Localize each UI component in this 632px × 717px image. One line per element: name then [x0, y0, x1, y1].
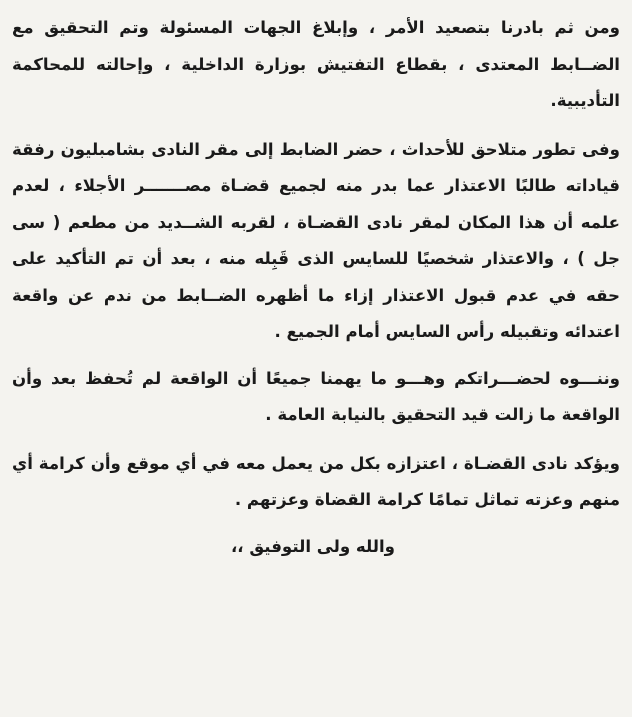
closing-line: والله ولى التوفيق ،، — [230, 536, 395, 556]
paragraph-dignity: ويؤكد نادى القضـاة ، اعتزازه بكل من يعمل معه في أي موقع وأن كرامة أي منهم وعزته تماثل تمامًا كرامة القضاة وعزتهم . — [12, 453, 620, 509]
paragraph-investigation: وننـــوه لحضـــراتكم وهـــو ما يهمنا جميعًا أن الواقعة لم تُحفظ بعد وأن الواقعة ما زالت قيد التحقيق بالنيابة العامة . — [12, 368, 620, 424]
paragraph-apology: وفى تطور متلاحق للأحداث ، حضر الضابط إلى مقر النادى بشامبليون رفقة قياداته طالبًا الاعتذار عما بدر منه لجميع قضـاة مصـــــــر الأجلاء ، لعدم علمه أن هذا المكان لمقر نادى القضـاة ، لقربه الشــديد من مطعم ( سى جل ) ، والاعتذار شخصيًا للسايس الذى قَبِله منه ، بعد أن تم التأكيد على حقه في عدم قبول الاعتذار إزاء ما أظهره الضــابط من ندم عن واقعة اعتدائه وتقبيله رأس السايس أمام الجميع . — [12, 139, 620, 341]
paragraph-escalation: ومن ثم بادرنا بتصعيد الأمر ، وإبلاغ الجهات المسئولة وتم التحقيق مع الضــابط المعتدى ، بقطاع التفتيش بوزارة الداخلية ، وإحالته للمحاكمة التأديبية. — [12, 18, 620, 110]
